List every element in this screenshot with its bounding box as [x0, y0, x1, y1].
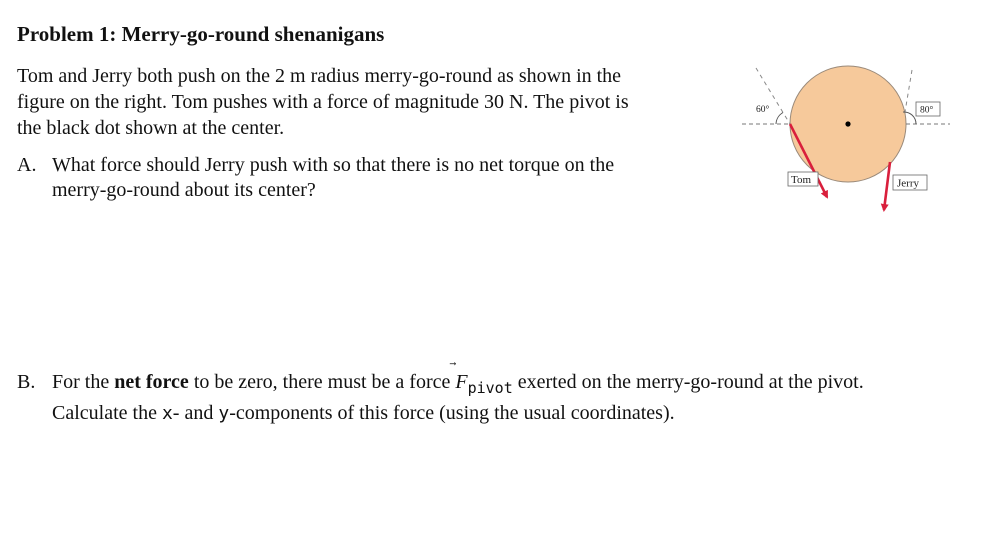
jerry-action-line: [905, 70, 912, 112]
problem-intro: [17, 63, 717, 141]
figure-svg: [736, 60, 956, 220]
intro-line: figure on the right. Tom pushes with a force of magnitude 30 N. The pivot is: [17, 91, 629, 113]
part-a: [17, 153, 717, 213]
force-pivot-subscript: pivot: [467, 379, 513, 397]
intro-line: the black dot shown at the center.: [17, 117, 285, 139]
part-b-text: Calculate the: [52, 402, 162, 424]
part-b-line-1: [52, 370, 864, 401]
part-b: [17, 370, 977, 430]
part-a-letter: A.: [17, 154, 37, 176]
merry-go-round-figure: [736, 60, 956, 220]
part-b-text: - and: [172, 402, 219, 424]
jerry-label: Jerry: [897, 177, 919, 190]
tom-angle-arc: [776, 113, 783, 125]
tom-angle-label: 60°: [756, 105, 770, 115]
part-a-line: merry-go-round about its center?: [52, 179, 316, 201]
pivot-dot: [845, 121, 850, 126]
intro-line: Tom and Jerry both push on the 2 m radius merry-go-round as shown in the: [17, 65, 622, 87]
part-b-text: exerted on the merry-go-round at the pivot.: [512, 371, 864, 393]
part-b-text: to be zero, there must be a force: [188, 371, 456, 393]
net-force-emphasis: net force: [114, 371, 189, 393]
part-b-text: -components of this force (using the usual coordinates).: [229, 402, 675, 424]
x-variable: x: [161, 403, 173, 424]
jerry-angle-label: 80°: [920, 105, 934, 116]
problem-title: Problem 1: Merry-go-round shenanigans: [17, 22, 385, 46]
tom-label: Tom: [791, 174, 812, 186]
part-b-letter: B.: [17, 371, 36, 393]
y-variable: y: [218, 403, 230, 424]
part-b-text: For the: [52, 371, 115, 393]
tom-action-line: [756, 68, 790, 124]
part-a-line: What force should Jerry push with so that there is no net torque on the: [52, 154, 615, 176]
force-pivot-symbol: F: [455, 371, 468, 393]
part-b-line-2: [52, 401, 864, 426]
